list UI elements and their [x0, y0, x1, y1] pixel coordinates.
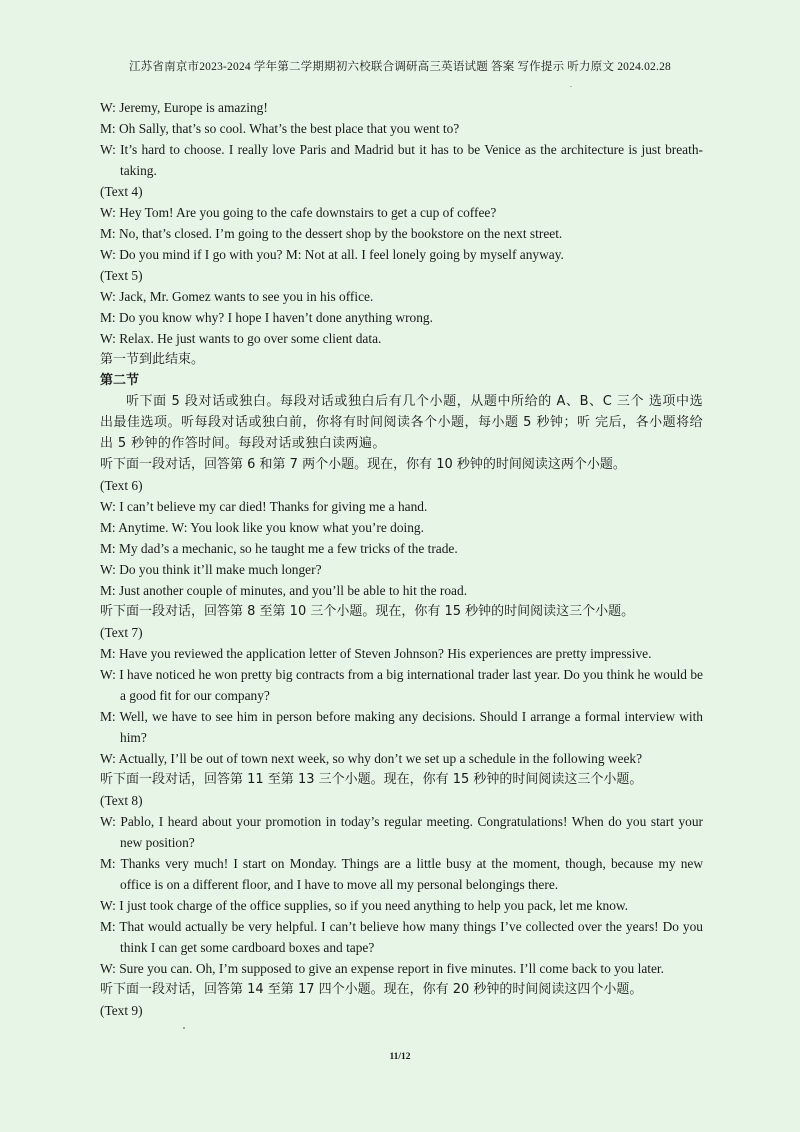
scan-speck	[183, 1027, 185, 1029]
transcript-line: (Text 8)	[100, 793, 143, 808]
page-header: 江苏省南京市2023-2024 学年第二学期期初六校联合调研高三英语试题 答案 写作提示 听力原文 2024.02.28	[129, 61, 671, 73]
transcript-line: W: Do you mind if I go with you? M: Not at all. I feel lonely going by myself anyway.	[100, 247, 564, 262]
transcript-line: M: Well, we have to see him in person before making any decisions. Should I arrange a formal interview with him?	[100, 709, 703, 745]
transcript-line: W: Jeremy, Europe is amazing!	[100, 100, 268, 115]
transcript-line: W: I have noticed he won pretty big contracts from a big international trader last year. Do you think he would be a good fit for our company?	[100, 667, 703, 703]
transcript-body	[100, 97, 703, 1021]
transcript-line: M: Do you know why? I hope I haven’t done anything wrong.	[100, 310, 433, 325]
transcript-line: W: Hey Tom! Are you going to the cafe downstairs to get a cup of coffee?	[100, 205, 497, 220]
transcript-line: W: Do you think it’ll make much longer?	[100, 562, 322, 577]
transcript-line: M: Thanks very much! I start on Monday. Things are a little busy at the moment, though, because my new office is on a different floor, and I have to move all my personal belongings there.	[100, 856, 703, 892]
transcript-line: (Text 4)	[100, 184, 143, 199]
transcript-line: W: Relax. He just wants to go over some client data.	[100, 331, 382, 346]
transcript-line: (Text 6)	[100, 478, 143, 493]
page-number: 11/12	[389, 1052, 411, 1062]
transcript-line: W: Sure you can. Oh, I’m supposed to give an expense report in five minutes. I’ll come back to you later.	[100, 961, 664, 976]
transcript-line: W: I just took charge of the office supplies, so if you need anything to help you pack, let me know.	[100, 898, 629, 913]
transcript-line: M: That would actually be very helpful. I can’t believe how many things I’ve collected over the years! Do you think I can get some cardboard boxes and tape?	[100, 919, 703, 955]
transcript-line: 听下面一段对话，回答第 8 至第 10 三个小题。现在，你有 15 秒钟的时间阅读这三个小题。	[100, 604, 635, 619]
transcript-line: 第一节到此结束。	[100, 352, 205, 367]
transcript-line: W: Actually, I’ll be out of town next week, so why don’t we set up a schedule in the following week?	[100, 751, 643, 766]
transcript-line: M: Just another couple of minutes, and you’ll be able to hit the road.	[100, 583, 468, 598]
transcript-line: (Text 9)	[100, 1003, 143, 1018]
transcript-line: (Text 5)	[100, 268, 143, 283]
transcript-line: M: Have you reviewed the application letter of Steven Johnson? His experiences are pretty impressive.	[100, 646, 652, 661]
transcript-line: M: No, that’s closed. I’m going to the dessert shop by the bookstore on the next street.	[100, 226, 563, 241]
transcript-line: W: Jack, Mr. Gomez wants to see you in his office.	[100, 289, 374, 304]
transcript-line: 听下面一段对话，回答第 14 至第 17 四个小题。现在，你有 20 秒钟的时间阅读这四个小题。	[100, 982, 643, 997]
transcript-line: 听下面一段对话，回答第 6 和第 7 两个小题。现在，你有 10 秒钟的时间阅读这两个小题。	[100, 457, 626, 472]
transcript-line: M: My dad’s a mechanic, so he taught me a few tricks of the trade.	[100, 541, 458, 556]
transcript-line: M: Anytime. W: You look like you know what you’re doing.	[100, 520, 424, 535]
transcript-line: 第二节	[100, 373, 140, 388]
transcript-line: 听下面 5 段对话或独白。每段对话或独白后有几个小题，从题中所给的 A、B、C 三个 选项中选出最佳选项。听每段对话或独白前，你将有时间阅读各个小题，每小题 5 秒钟；听 完后，各小题将给出 5 秒钟的作答时间。每段对话或独白读两遍。	[100, 394, 703, 451]
transcript-line: W: Pablo, I heard about your promotion in today’s regular meeting. Congratulations! When do you start your new position?	[100, 814, 703, 850]
transcript-line: W: It’s hard to choose. I really love Paris and Madrid but it has to be Venice as the architecture is just breath-taking.	[100, 142, 703, 178]
header-mark: .	[570, 80, 572, 89]
transcript-line: 听下面一段对话，回答第 11 至第 13 三个小题。现在，你有 15 秒钟的时间阅读这三个小题。	[100, 772, 643, 787]
transcript-line: (Text 7)	[100, 625, 143, 640]
transcript-line: W: I can’t believe my car died! Thanks for giving me a hand.	[100, 499, 428, 514]
transcript-line: M: Oh Sally, that’s so cool. What’s the best place that you went to?	[100, 121, 460, 136]
